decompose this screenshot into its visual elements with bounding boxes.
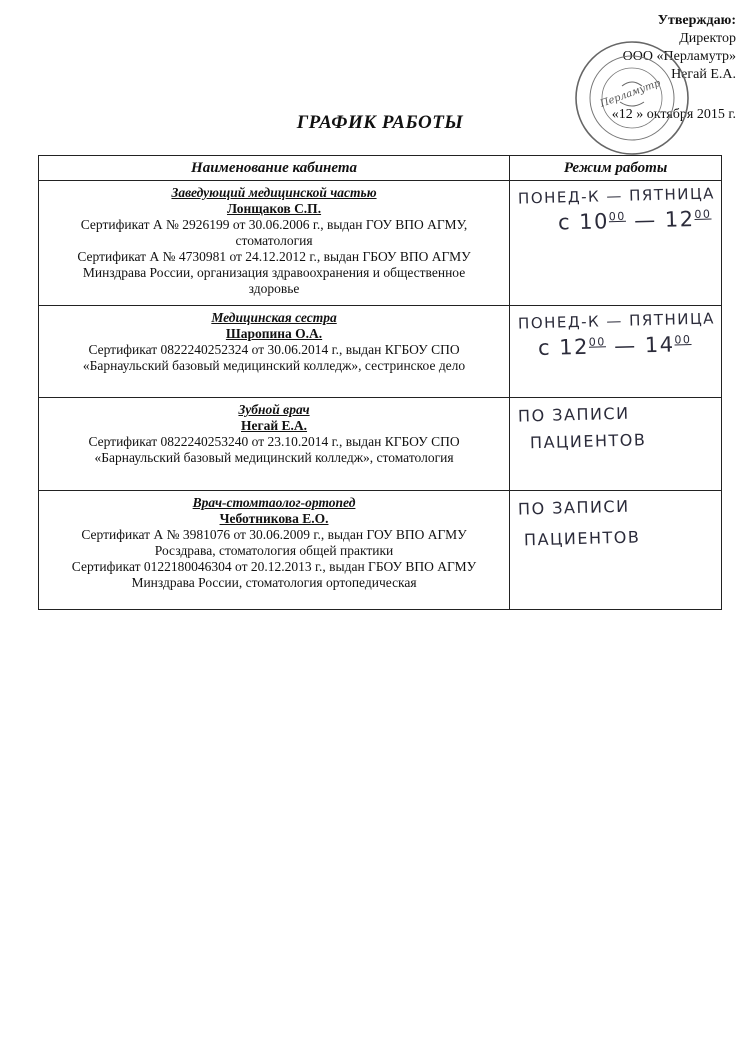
- approval-heading: Утверждаю:: [657, 13, 736, 28]
- approval-signatory: Негай Е.А.: [671, 67, 736, 82]
- certificate-line: здоровье: [248, 281, 300, 296]
- schedule-cell: [510, 306, 722, 398]
- column-header-schedule: Режим работы: [510, 156, 722, 181]
- approval-date: «12 » октября 2015 г.: [611, 107, 736, 122]
- certificate-line: «Барнаульский базовый медицинский колледж», сестринское дело: [82, 358, 466, 373]
- approval-position: Директор: [679, 31, 736, 46]
- table-row: [39, 181, 722, 306]
- certificate-line: Сертификат 0822240252324 от 30.06.2014 г., выдан КГБОУ СПО: [88, 342, 460, 357]
- table-row: [39, 306, 722, 398]
- certificate-line: Росздрава, стоматология общей практики: [154, 543, 394, 558]
- certificate-line: Минздрава России, стоматология ортопедическая: [131, 575, 417, 590]
- approval-company: ООО «Перламутр»: [622, 49, 736, 64]
- schedule-note: ПАЦИЕНТОВ: [529, 430, 647, 453]
- schedule-days: ПОНЕД-К — ПЯТНИЦА: [517, 184, 716, 208]
- schedule-note: ПО ЗАПИСИ: [517, 496, 630, 519]
- svg-text:Перламутр: Перламутр: [598, 77, 663, 110]
- staff-name: Чеботникова Е.О.: [219, 511, 329, 526]
- schedule-hours: с $12^{00}$ — $14^{00}$: [537, 332, 692, 361]
- schedule-table: [38, 155, 722, 610]
- company-seal-stamp: [572, 38, 692, 158]
- certificate-line: стоматология: [235, 233, 313, 248]
- certificate-line: «Барнаульский базовый медицинский колледж», стоматология: [94, 450, 454, 465]
- certificate-line: Сертификат А № 3981076 от 30.06.2009 г., выдан ГОУ ВПО АГМУ: [81, 527, 467, 542]
- certificate-line: Сертификат 0822240253240 от 23.10.2014 г., выдан КГБОУ СПО: [88, 434, 460, 449]
- certificate-line: Сертификат А № 4730981 от 24.12.2012 г., выдан ГБОУ ВПО АГМУ: [77, 249, 471, 264]
- office-cell: [39, 491, 510, 610]
- schedule-cell: [510, 398, 722, 491]
- table-header-row: [39, 156, 722, 181]
- schedule-cell: [510, 491, 722, 610]
- schedule-hours: с $10^{00}$ — $12^{00}$: [557, 206, 712, 235]
- certificate-line: Сертификат 0122180046304 от 20.12.2013 г., выдан ГБОУ ВПО АГМУ: [71, 559, 477, 574]
- schedule-cell: [510, 181, 722, 306]
- role-title: Медицинская сестра: [211, 310, 337, 325]
- office-cell: [39, 181, 510, 306]
- staff-name: Шаропина О.А.: [225, 326, 323, 341]
- certificate-line: Сертификат А № 2926199 от 30.06.2006 г., выдан ГОУ ВПО АГМУ,: [80, 217, 468, 232]
- page-title: ГРАФИК РАБОТЫ: [296, 112, 464, 133]
- role-title: Зубной врач: [238, 402, 310, 417]
- column-header-name: Наименование кабинета: [39, 156, 510, 181]
- role-title: Заведующий медицинской частью: [171, 185, 377, 200]
- schedule-note: ПО ЗАПИСИ: [517, 403, 630, 426]
- schedule-days: ПОНЕД-К — ПЯТНИЦА: [517, 309, 716, 333]
- office-cell: [39, 306, 510, 398]
- staff-name: Лонщаков С.П.: [226, 201, 322, 216]
- role-title: Врач-стомтаолог-ортопед: [192, 495, 356, 510]
- certificate-line: Минздрава России, организация здравоохранения и общественное: [82, 265, 466, 280]
- table-row: [39, 398, 722, 491]
- schedule-note: ПАЦИЕНТОВ: [523, 527, 641, 550]
- table-row: [39, 491, 722, 610]
- staff-name: Негай Е.А.: [241, 418, 308, 433]
- office-cell: [39, 398, 510, 491]
